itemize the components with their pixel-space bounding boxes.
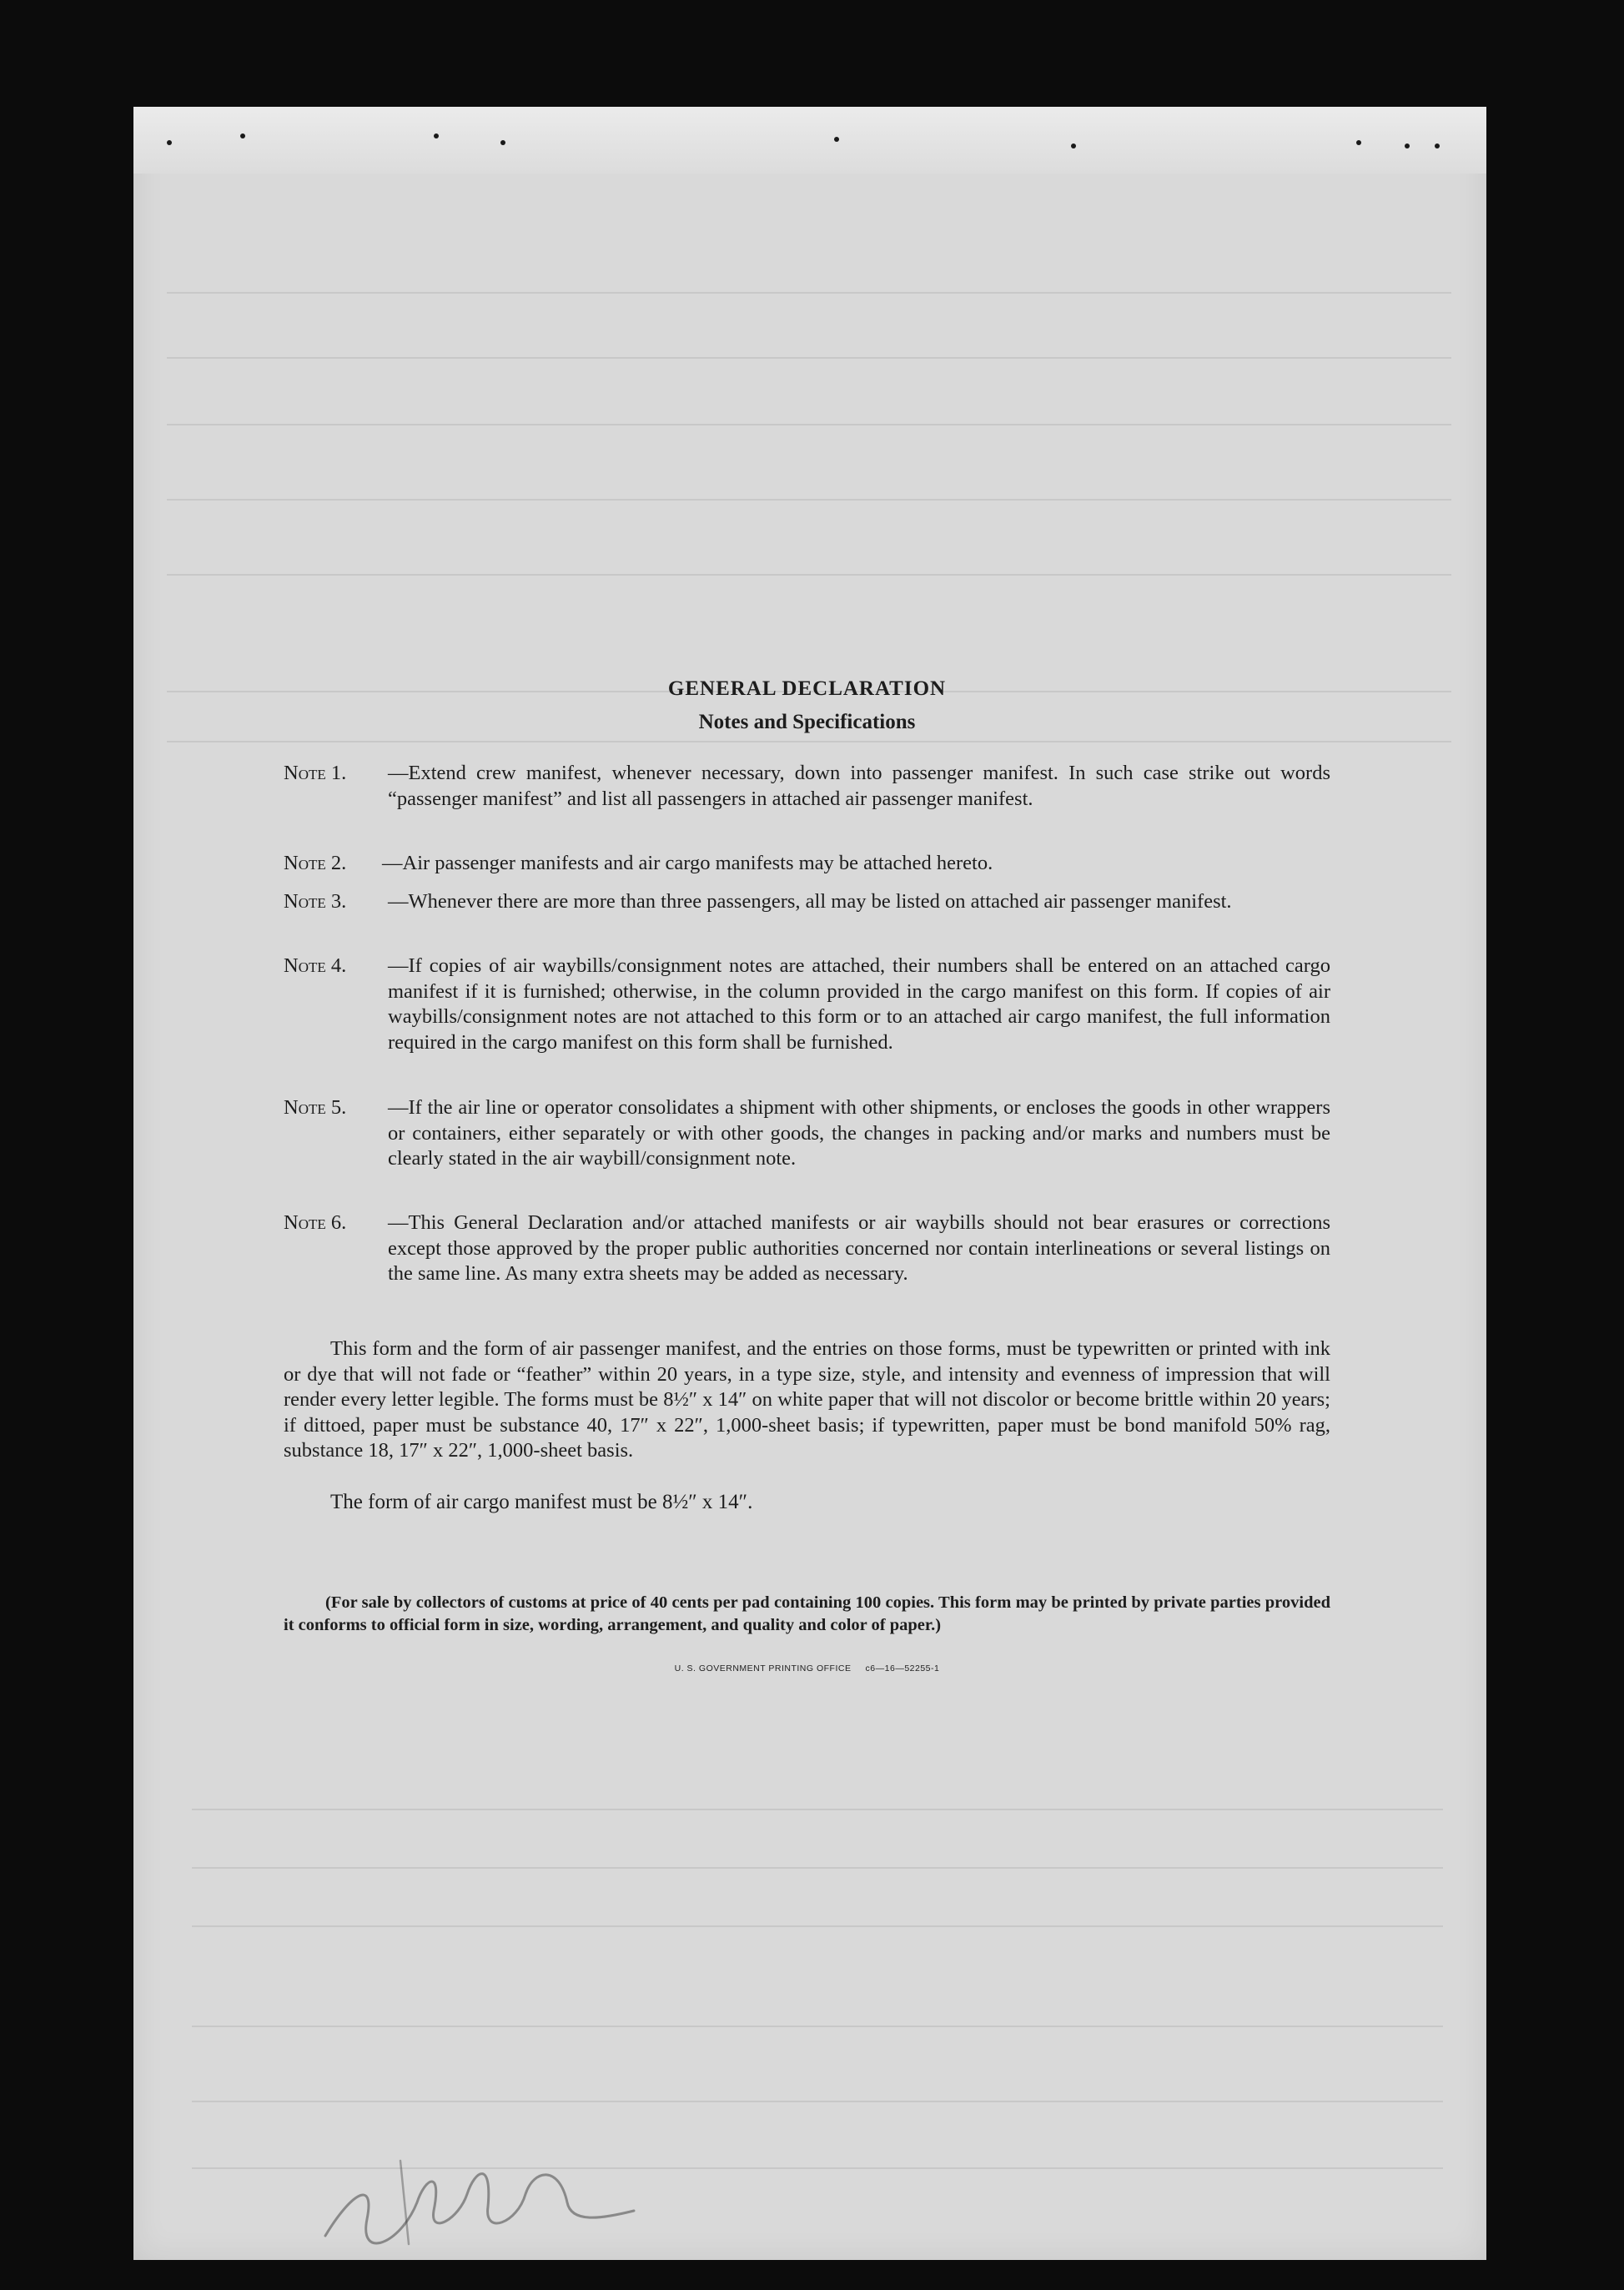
format-paragraph: This form and the form of air passenger manifest, and the entries on those forms, must be typewritten or printed with ink or dye that will not fade or “feather” within 20 years, in a type size, style, and intensity and evenness of impression that will render every letter legible. The forms must be 8½″ x 14″ on white paper that will not discolor or become brittle within 20 years; if dittoed, paper must be substance 40, 17″ x 22″, 1,000-sheet basis; if typewritten, paper must be bond manifold 50% rag, substance 18, 17″ x 22″, 1,000-sheet basis. (284, 1337, 1330, 1462)
cargo-manifest-size-line: The form of air cargo manifest must be 8½″ x 14″. (330, 1491, 753, 1513)
bleed-through-line (192, 2026, 1443, 2027)
note-4 (284, 954, 1330, 1055)
sale-notice: (For sale by collectors of customs at price of 40 cents per pad containing 100 copies. This form may be printed by private parties provided it conforms to official form in size, wording, arrangement, and quality and color of paper.) (284, 1593, 1330, 1634)
note-text: —Whenever there are more than three passengers, all may be listed on attached air passenger manifest. (388, 890, 1232, 913)
note-3 (284, 889, 1330, 915)
note-text: —Air passenger manifests and air cargo manifests may be attached hereto. (382, 852, 993, 874)
bleed-through-line (167, 574, 1451, 576)
speck (434, 133, 439, 138)
bleed-through-line (167, 357, 1451, 359)
note-6 (284, 1210, 1330, 1287)
bleed-through-line (167, 741, 1451, 742)
note-label: Note 5. (284, 1096, 347, 1119)
speck (240, 133, 245, 138)
speck (167, 140, 172, 145)
bleed-through-line (192, 2101, 1443, 2102)
note-5 (284, 1095, 1330, 1172)
document-title: GENERAL DECLARATION (667, 677, 947, 700)
paper-sheet (133, 107, 1486, 2260)
speck (1405, 143, 1410, 148)
note-label: Note 3. (284, 890, 347, 913)
bleed-through-line (192, 1809, 1443, 1810)
note-1 (284, 761, 1330, 812)
printer-imprint: U. S. GOVERNMENT PRINTING OFFICE c6—16—52255-1 (674, 1663, 940, 1673)
speck (1435, 143, 1440, 148)
document-subtitle: Notes and Specifications (698, 711, 916, 733)
bleed-through-line (192, 1867, 1443, 1869)
bleed-through-line (192, 1925, 1443, 1927)
note-label: Note 6. (284, 1211, 347, 1234)
note-text: —If copies of air waybills/consignment notes are attached, their numbers shall be entered on an attached cargo manifest if it is furnished; otherwise, in the column provided in the cargo manifest on this form. If copies of air waybills/consignment notes are not attached to this form or to an attached air cargo manifest, the full information required in the cargo manifest on this form shall be furnished. (388, 954, 1330, 1054)
speck (1071, 143, 1076, 148)
note-2 (284, 851, 1330, 877)
note-text: —If the air line or operator consolidates a shipment with other shipments, or encloses the goods in other wrappers or containers, either separately or with other goods, the changes in packing and/or marks and numbers must be clearly stated in the air waybill/consignment note. (388, 1096, 1330, 1170)
note-label: Note 4. (284, 954, 347, 977)
bleed-through-line (167, 292, 1451, 294)
speck (500, 140, 505, 145)
note-label: Note 2. (284, 852, 347, 874)
note-text: —Extend crew manifest, whenever necessary, down into passenger manifest. In such case strike out words “passenger manifest” and list all passengers in attached air passenger manifest. (388, 762, 1330, 810)
bleed-through-line (167, 424, 1451, 425)
bleed-through-line (167, 499, 1451, 501)
note-text: —This General Declaration and/or attached manifests or air waybills should not bear erasures or corrections except those approved by the proper public authorities concerned nor contain interlineations or several listings on the same line. As many extra sheets may be added as necessary. (388, 1211, 1330, 1285)
speck (834, 137, 839, 142)
note-label: Note 1. (284, 762, 347, 784)
speck (1356, 140, 1361, 145)
paper-top-band (133, 107, 1486, 174)
handwritten-signature (317, 2144, 667, 2252)
